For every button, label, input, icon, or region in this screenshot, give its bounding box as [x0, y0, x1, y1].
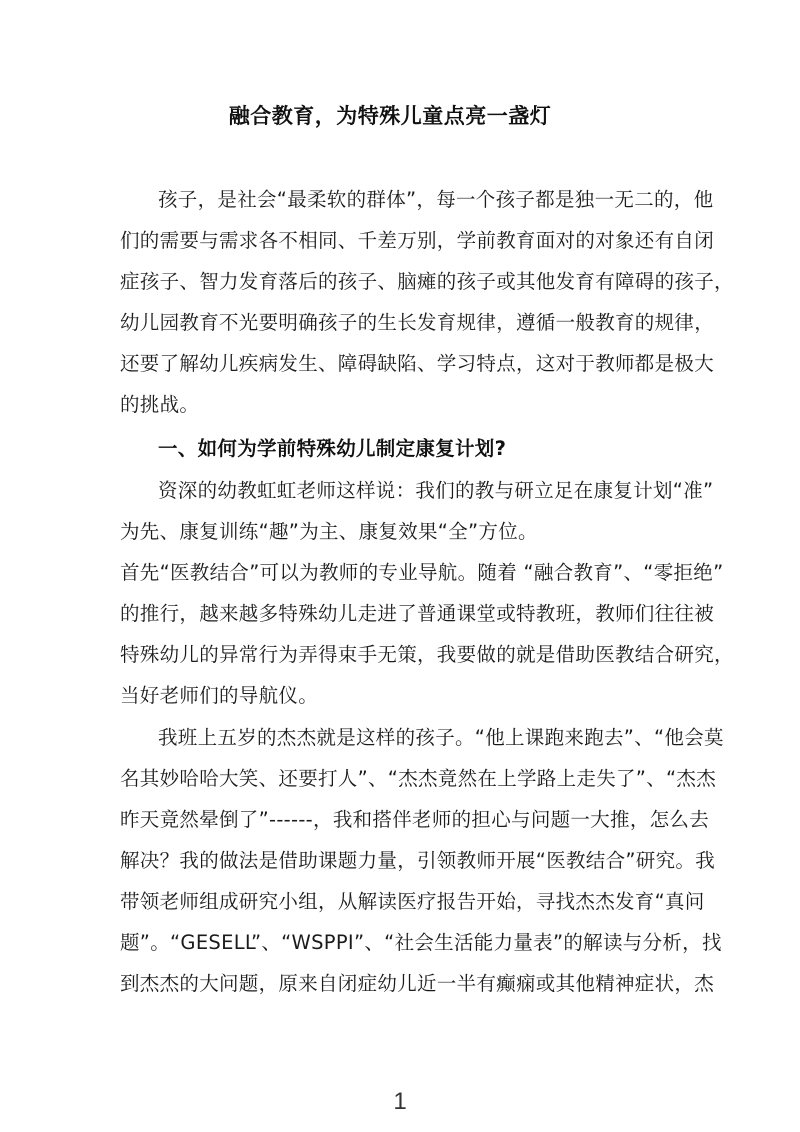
paragraph-line: 孩子，是社会“最柔软的群体”，每一个孩子都是独一无二的，他	[158, 188, 714, 211]
paragraph-line: 题”。“GESELL”、“WSPPI”、“社会生活能力量表”的解读与分析，找	[120, 931, 722, 954]
paragraph-line: 特殊幼儿的异常行为弄得束手无策，我要做的就是借助医教结合研究，	[120, 643, 734, 666]
paragraph-line: 解决？我的做法是借助课题力量，引领教师开展“医教结合”研究。我	[120, 849, 716, 872]
paragraph-line: 名其妙哈哈大笑、还要打人”、“杰杰竟然在上学路上走失了”、“杰杰	[120, 767, 717, 790]
document-title	[0, 100, 800, 130]
paragraph-line: 资深的幼教虹虹老师这样说：我们的教与研立足在康复计划“准”	[158, 479, 714, 502]
page-number: 1	[393, 1088, 407, 1115]
paragraph-line: 到杰杰的大问题，原来自闭症幼儿近一半有癫痫或其他精神症状，杰	[120, 972, 715, 995]
paragraph-line: 带领老师组成研究小组，从解读医疗报告开始，寻找杰杰发育“真问	[120, 890, 705, 913]
paragraph-line: 首先“医教结合”可以为教师的专业导航。随着 “融合教育”、“零拒绝”	[120, 561, 724, 584]
paragraph-line: 还要了解幼儿疾病发生、障碍缺陷、学习特点，这对于教师都是极大	[120, 352, 715, 375]
paragraph-line: 我班上五岁的杰杰就是这样的孩子。“他上课跑来跑去”、“他会莫	[158, 726, 724, 749]
section-heading: 一、如何为学前特殊幼儿制定康复计划?	[158, 437, 507, 460]
paragraph-line: 的挑战。	[120, 393, 200, 416]
paragraph-line: 为先、康复训练“趣”为主、康复效果“全”方位。	[120, 520, 538, 543]
paragraph-line: 当好老师们的导航仪。	[120, 684, 319, 707]
paragraph-line: 的推行，越来越多特殊幼儿走进了普通课堂或特教班，教师们往往被	[120, 602, 715, 625]
paragraph-line: 症孩子、智力发育落后的孩子、脑瘫的孩子或其他发育有障碍的孩子，	[120, 270, 734, 293]
paragraph-line: 昨天竟然晕倒了”------，我和搭伴老师的担心与问题一大推，怎么去	[120, 808, 710, 831]
paragraph-line: 们的需要与需求各不相同、千差万别，学前教育面对的对象还有自闭	[120, 229, 715, 252]
document-title-text: 融合教育，为特殊儿童点亮一盏灯	[228, 104, 552, 128]
paragraph-line: 幼儿园教育不光要明确孩子的生长发育规律，遵循一般教育的规律，	[120, 311, 715, 334]
